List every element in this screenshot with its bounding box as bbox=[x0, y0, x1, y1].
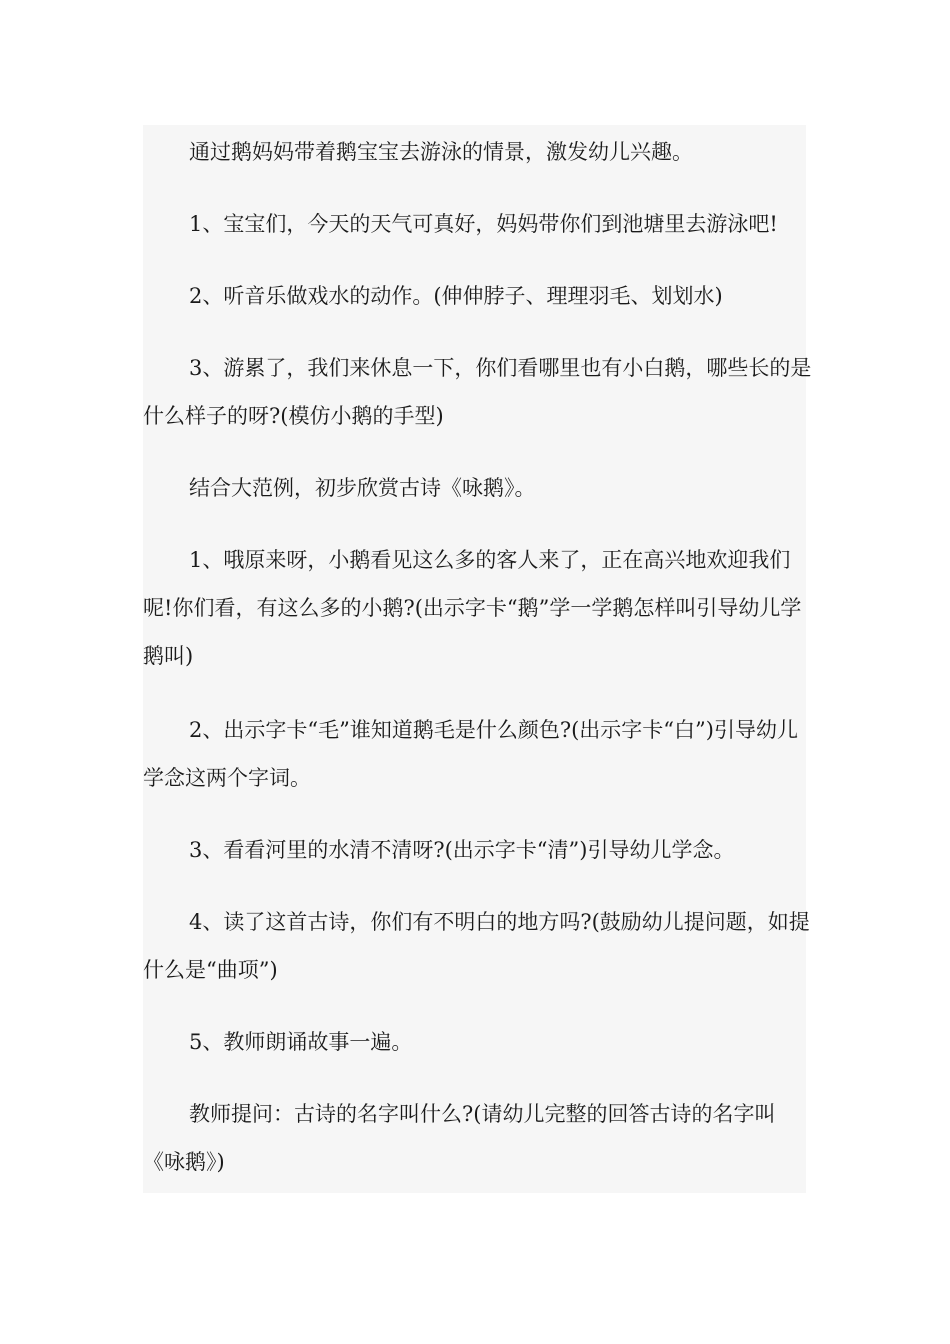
paragraph-step-2: 2、听音乐做戏水的动作。(伸伸脖子、理理羽毛、划划水) bbox=[189, 284, 723, 308]
paragraph-poem-step-2: 2、出示字卡“毛”谁知道鹅毛是什么颜色?(出示字卡“白”)引导幼儿学念这两个字词。 bbox=[143, 718, 798, 790]
paragraph-section-heading: 结合大范例，初步欣赏古诗《咏鹅》。 bbox=[189, 476, 536, 500]
paragraph-poem-step-1: 1、哦原来呀，小鹅看见这么多的客人来了，正在高兴地欢迎我们呢!你们看，有这么多的小鹅?(出示字卡“鹅”学一学鹅怎样叫引导幼儿学鹅叫) bbox=[143, 548, 802, 668]
paragraph-poem-step-3: 3、看看河里的水清不清呀?(出示字卡“清”)引导幼儿学念。 bbox=[189, 838, 735, 862]
paragraph-poem-step-4: 4、读了这首古诗，你们有不明白的地方吗?(鼓励幼儿提问题，如提什么是“曲项”) bbox=[143, 910, 810, 982]
paragraph-step-3: 3、游累了，我们来休息一下，你们看哪里也有小白鹅，哪些长的是什么样子的呀?(模仿小鹅的手型) bbox=[143, 356, 812, 428]
paragraph-step-1: 1、宝宝们，今天的天气可真好，妈妈带你们到池塘里去游泳吧! bbox=[189, 212, 778, 236]
paragraph-intro: 通过鹅妈妈带着鹅宝宝去游泳的情景，激发幼儿兴趣。 bbox=[189, 140, 693, 164]
paragraph-teacher-question: 教师提问：古诗的名字叫什么?(请幼儿完整的回答古诗的名字叫《咏鹅》) bbox=[143, 1102, 776, 1174]
paragraph-poem-step-5: 5、教师朗诵故事一遍。 bbox=[189, 1030, 413, 1054]
